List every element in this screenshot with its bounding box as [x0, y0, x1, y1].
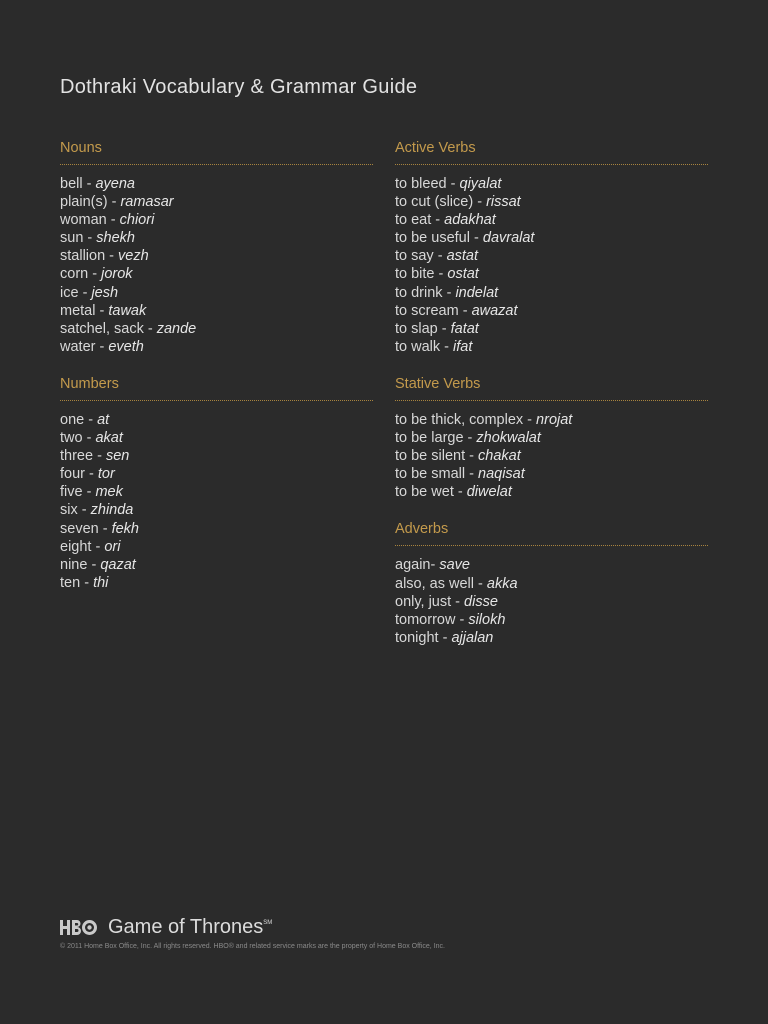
page-title: Dothraki Vocabulary & Grammar Guide [60, 76, 418, 98]
english-term: to be large [395, 430, 464, 447]
vocab-entry [60, 229, 373, 247]
dothraki-term: ostat [447, 266, 479, 283]
english-term: corn [60, 266, 89, 283]
footer-brand [60, 913, 445, 941]
term-separator: - [451, 593, 465, 610]
entry-list-active-verbs [395, 175, 708, 356]
dothraki-term: jorok [101, 266, 133, 283]
vocab-entry [60, 411, 373, 429]
vocab-entry [60, 538, 373, 556]
dothraki-term: adakhat [444, 212, 496, 229]
section-stative-verbs [395, 374, 708, 501]
dothraki-term: eveth [108, 338, 144, 355]
english-term: to be small [395, 466, 466, 483]
term-separator: - [95, 302, 109, 319]
dothraki-term: indelat [455, 284, 499, 301]
dothraki-term: chiori [119, 212, 155, 229]
english-term: tonight [395, 629, 439, 646]
english-term: to walk [395, 338, 441, 355]
english-term: four [60, 466, 85, 483]
dothraki-term: sen [105, 448, 130, 465]
vocab-entry [395, 465, 708, 483]
left-column [60, 138, 373, 610]
dothraki-term: vezh [118, 248, 149, 265]
term-separator: - [473, 575, 487, 592]
english-term: to say [395, 248, 434, 265]
dothraki-term: ayena [95, 176, 135, 192]
vocab-entry [60, 211, 373, 229]
english-term: five [60, 484, 83, 501]
english-term: satchel, sack [60, 320, 144, 337]
term-separator: - [91, 538, 105, 555]
right-column [395, 138, 708, 665]
english-term: bell [60, 176, 83, 192]
term-separator: - [78, 284, 92, 301]
term-separator: - [523, 411, 537, 428]
term-separator: - [463, 430, 477, 447]
term-separator: - [458, 302, 472, 319]
vocab-entry [60, 284, 373, 302]
vocab-entry [395, 593, 708, 611]
section-header-active-verbs: Active Verbs [395, 138, 708, 165]
vocab-entry [395, 575, 708, 593]
term-separator: - [143, 320, 157, 337]
dothraki-term: shekh [96, 230, 135, 247]
english-term: to cut (slice) [395, 194, 474, 211]
term-separator: - [465, 466, 479, 483]
term-separator: - [98, 520, 112, 537]
english-term: to be useful [395, 230, 470, 247]
dothraki-term: disse [464, 593, 498, 610]
english-term: woman [60, 212, 107, 229]
vocab-entry [395, 302, 708, 320]
dothraki-term: at [97, 411, 110, 428]
vocab-entry [395, 411, 708, 429]
dothraki-term: astat [446, 248, 479, 265]
vocab-entry [60, 175, 373, 193]
dothraki-term: diwelat [466, 484, 512, 501]
vocab-entry [60, 320, 373, 338]
term-separator: - [77, 502, 91, 519]
entry-list-adverbs [395, 556, 708, 646]
show-title-text: Game of Thrones [108, 915, 264, 938]
dothraki-term: akat [95, 430, 123, 447]
vocab-entry [395, 229, 708, 247]
vocab-entry [60, 556, 373, 574]
vocab-entry [395, 447, 708, 465]
dothraki-term: mek [95, 484, 123, 501]
dothraki-term: ifat [453, 338, 473, 355]
section-header-stative-verbs: Stative Verbs [395, 374, 708, 401]
term-separator: - [107, 194, 121, 211]
english-term: sun [60, 230, 84, 247]
vocab-entry [60, 429, 373, 447]
english-term: to bite [395, 266, 435, 283]
english-term: to be wet [395, 484, 454, 501]
dothraki-term: ori [104, 538, 121, 555]
term-separator: - [82, 176, 96, 192]
term-separator: - [465, 448, 479, 465]
term-separator: - [95, 338, 109, 355]
dothraki-term: tor [97, 466, 115, 483]
dothraki-term: qazat [100, 556, 136, 573]
dothraki-term: awazat [471, 302, 518, 319]
vocab-entry [395, 320, 708, 338]
english-term: eight [60, 538, 92, 555]
english-term: tomorrow [395, 611, 456, 628]
english-term: stallion [60, 248, 106, 265]
term-separator: - [437, 320, 451, 337]
english-term: to be silent [395, 448, 466, 465]
term-separator: - [469, 230, 483, 247]
vocab-entry [60, 520, 373, 538]
term-separator: - [430, 557, 440, 574]
dothraki-term: ramasar [120, 194, 174, 211]
section-adverbs [395, 519, 708, 646]
term-separator: - [433, 248, 447, 265]
dothraki-term: qiyalat [459, 176, 502, 192]
vocab-entry [395, 211, 708, 229]
term-separator: - [446, 176, 460, 192]
english-term: seven [60, 520, 99, 537]
english-term: to be thick, complex [395, 411, 524, 428]
vocab-entry [395, 265, 708, 283]
term-separator: - [105, 248, 119, 265]
vocab-entry [395, 338, 708, 356]
dothraki-term: zhinda [90, 502, 134, 519]
dothraki-term: ajjalan [451, 629, 494, 646]
hbo-logo-icon [60, 919, 98, 936]
section-numbers [60, 374, 373, 592]
term-separator: - [80, 574, 94, 591]
term-separator: - [82, 484, 96, 501]
entry-list-numbers [60, 411, 373, 592]
term-separator: - [434, 266, 448, 283]
vocab-entry [395, 483, 708, 501]
vocab-entry [60, 193, 373, 211]
term-separator: - [473, 194, 487, 211]
vocab-entry [395, 284, 708, 302]
dothraki-term: jesh [91, 284, 119, 301]
section-active-verbs [395, 138, 708, 356]
vocab-entry [60, 447, 373, 465]
english-term: metal [60, 302, 96, 319]
term-separator: - [440, 338, 454, 355]
vocab-entry [395, 429, 708, 447]
english-term: to eat [395, 212, 432, 229]
term-separator: - [438, 629, 452, 646]
english-term: to scream [395, 302, 459, 319]
dothraki-term: thi [93, 574, 109, 591]
english-term: nine [60, 556, 88, 573]
english-term: ten [60, 574, 81, 591]
vocab-entry [395, 247, 708, 265]
show-title [108, 916, 272, 939]
vocab-entry [395, 629, 708, 647]
vocab-entry [60, 501, 373, 519]
vocab-entry [395, 175, 708, 193]
term-separator: - [431, 212, 445, 229]
vocab-entry [395, 556, 708, 574]
term-separator: - [93, 448, 106, 465]
english-term: to bleed [395, 176, 447, 192]
english-term: again [395, 557, 431, 574]
copyright-notice: © 2011 Home Box Office, Inc. All rights reserved. HBO® and related service marks are the property of Home Box Office, Inc. [60, 943, 445, 950]
section-header-nouns: Nouns [60, 138, 373, 165]
english-term: water [60, 338, 96, 355]
term-separator: - [85, 466, 98, 483]
english-term: also, as well [395, 575, 474, 592]
dothraki-term: zhokwalat [476, 430, 541, 447]
term-separator: - [82, 430, 96, 447]
term-separator: - [84, 411, 98, 428]
vocab-entry [60, 483, 373, 501]
english-term: ice [60, 284, 79, 301]
dothraki-term: akka [486, 575, 518, 592]
dothraki-term: davralat [482, 230, 535, 247]
vocab-entry [395, 611, 708, 629]
english-term: three [60, 448, 94, 465]
english-term: two [60, 430, 83, 447]
dothraki-term: tawak [108, 302, 147, 319]
entry-list-nouns [60, 175, 373, 356]
dothraki-term: zande [156, 320, 197, 337]
section-header-numbers: Numbers [60, 374, 373, 401]
english-term: to drink [395, 284, 443, 301]
vocab-entry [60, 247, 373, 265]
term-separator: - [88, 266, 102, 283]
dothraki-term: nrojat [536, 411, 573, 428]
vocab-entry [60, 302, 373, 320]
section-nouns [60, 138, 373, 356]
english-term: six [60, 502, 78, 519]
dothraki-term: save [439, 557, 470, 574]
vocab-entry [60, 265, 373, 283]
english-term: to slap [395, 320, 438, 337]
term-separator: - [453, 484, 467, 501]
vocab-entry [60, 338, 373, 356]
dothraki-term: silokh [468, 611, 506, 628]
dothraki-term: rissat [486, 194, 521, 211]
english-term: one [60, 411, 85, 428]
section-header-adverbs: Adverbs [395, 519, 708, 546]
english-term: only, just [395, 593, 452, 610]
dothraki-term: fekh [111, 520, 140, 537]
term-separator: - [87, 556, 101, 573]
dothraki-term: fatat [450, 320, 479, 337]
dothraki-term: naqisat [478, 466, 525, 483]
vocab-entry [60, 574, 373, 592]
footer [60, 913, 445, 950]
dothraki-term: chakat [478, 448, 521, 465]
term-separator: - [455, 611, 469, 628]
vocab-entry [395, 193, 708, 211]
service-mark: SM [263, 919, 273, 926]
term-separator: - [106, 212, 120, 229]
entry-list-stative-verbs [395, 411, 708, 501]
vocab-entry [60, 465, 373, 483]
term-separator: - [442, 284, 456, 301]
english-term: plain(s) [60, 194, 108, 211]
term-separator: - [83, 230, 97, 247]
